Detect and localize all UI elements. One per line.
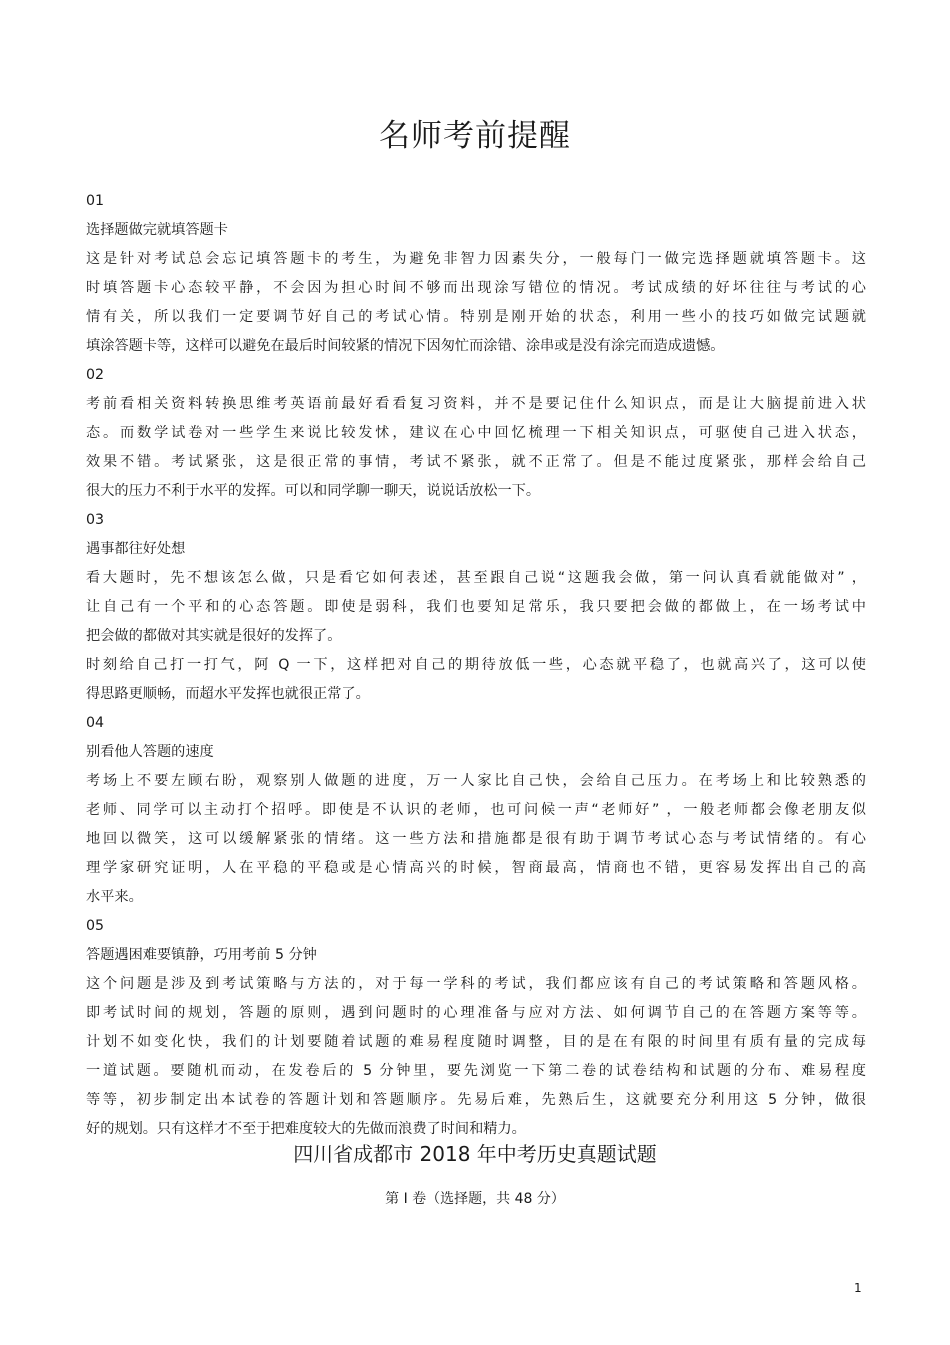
paragraph-line: 让自己有一个平和的心态答题。即使是弱科，我们也要知足常乐，我只要把会做的都做上，在一场考试中 (86, 599, 866, 615)
document-body (86, 187, 866, 1144)
section-number: 02 (86, 367, 105, 383)
section-number: 04 (86, 715, 105, 731)
paragraph-line: 态。而数学试卷对一些学生来说比较发怵，建议在心中回忆梳理一下相关知识点，可驱使自己进入状态， (86, 425, 866, 441)
paragraph-line: 水平来。 (86, 889, 143, 905)
exam-title: 四川省成都市 2018 年中考历史真题试题 (293, 1142, 657, 1166)
paragraph-line: 考场上不要左顾右盼，观察别人做题的进度，万一人家比自己快，会给自己压力。在考场上和比较熟悉的 (86, 773, 866, 789)
paragraph-line: 情有关，所以我们一定要调节好自己的考试心情。特别是刚开始的状态，利用一些小的技巧如做完试题就 (86, 309, 866, 325)
paragraph-line: 考前看相关资料转换思维考英语前最好看看复习资料，并不是要记住什么知识点，而是让大脑提前进入状 (86, 396, 866, 412)
paragraph-line: 时填答题卡心态较平静，不会因为担心时间不够而出现涂写错位的情况。考试成绩的好坏往往与考试的心 (86, 280, 866, 296)
section-number: 01 (86, 193, 105, 209)
paragraph-line: 看大题时，先不想该怎么做，只是看它如何表述，甚至跟自己说“这题我会做，第一问认真看就能做对” ， (86, 570, 866, 586)
section-heading: 别看他人答题的速度 (86, 744, 214, 760)
part-label: 第 I 卷（选择题，共 48 分） (385, 1191, 565, 1207)
paragraph-line: 一道试题。要随机而动，在发卷后的 5 分钟里，要先浏览一下第二卷的试卷结构和试题的分布、难易程度 (86, 1063, 866, 1079)
paragraph-line: 填涂答题卡等，这样可以避免在最后时间较紧的情况下因匆忙而涂错、涂串或是没有涂完而造成遗憾。 (86, 338, 725, 354)
paragraph-line: 计划不如变化快，我们的计划要随着试题的难易程度随时调整，目的是在有限的时间里有质有量的完成每 (86, 1034, 866, 1050)
section-05 (86, 912, 866, 1144)
section-number: 03 (86, 512, 105, 528)
paragraph-line: 这个问题是涉及到考试策略与方法的，对于每一学科的考试，我们都应该有自己的考试策略和答题风格。 (86, 976, 866, 992)
section-04 (86, 709, 866, 912)
section-03 (86, 506, 866, 709)
section-heading: 选择题做完就填答题卡 (86, 222, 228, 238)
paragraph-line: 把会做的都做对其实就是很好的发挥了。 (86, 628, 342, 644)
paragraph-line: 等等，初步制定出本试卷的答题计划和答题顺序。先易后难，先熟后生，这就要充分利用这 5 分钟，做很 (86, 1092, 866, 1108)
paragraph-line: 好的规划。只有这样才不至于把难度较大的先做而浪费了时间和精力。 (86, 1121, 526, 1137)
paragraph-line: 地回以微笑，这可以缓解紧张的情绪。这一些方法和措施都是很有助于调节考试心态与考试情绪的。有心 (86, 831, 866, 847)
paragraph-line: 很大的压力不利于水平的发挥。可以和同学聊一聊天，说说话放松一下。 (86, 483, 541, 499)
paragraph-line: 得思路更顺畅，而超水平发挥也就很正常了。 (86, 686, 370, 702)
page-title: 名师考前提醒 (379, 118, 571, 154)
paragraph-line: 这是针对考试总会忘记填答题卡的考生，为避免非智力因素失分，一般每门一做完选择题就填答题卡。这 (86, 251, 866, 267)
paragraph-line: 效果不错。考试紧张，这是很正常的事情，考试不紧张，就不正常了。但是不能过度紧张，那样会给自己 (86, 454, 866, 470)
section-01 (86, 187, 866, 361)
section-heading: 遇事都往好处想 (86, 541, 186, 557)
paragraph-line: 时刻给自己打一打气，阿 Q 一下，这样把对自己的期待放低一些，心态就平稳了，也就高兴了，这可以使 (86, 657, 866, 673)
paragraph-line: 即考试时间的规划，答题的原则，遇到问题时的心理准备与应对方法、如何调节自己的在答题方案等等。 (86, 1005, 866, 1021)
paragraph-line: 理学家研究证明，人在平稳的平稳或是心情高兴的时候，智商最高，情商也不错，更容易发挥出自己的高 (86, 860, 866, 876)
paragraph-line: 老师、同学可以主动打个招呼。即使是不认识的老师，也可问候一声“老师好” ，一般老师都会像老朋友似 (86, 802, 866, 818)
section-heading: 答题遇困难要镇静，巧用考前 5 分钟 (86, 947, 317, 963)
section-02 (86, 361, 866, 506)
page-number: 1 (854, 1281, 862, 1295)
section-number: 05 (86, 918, 105, 934)
